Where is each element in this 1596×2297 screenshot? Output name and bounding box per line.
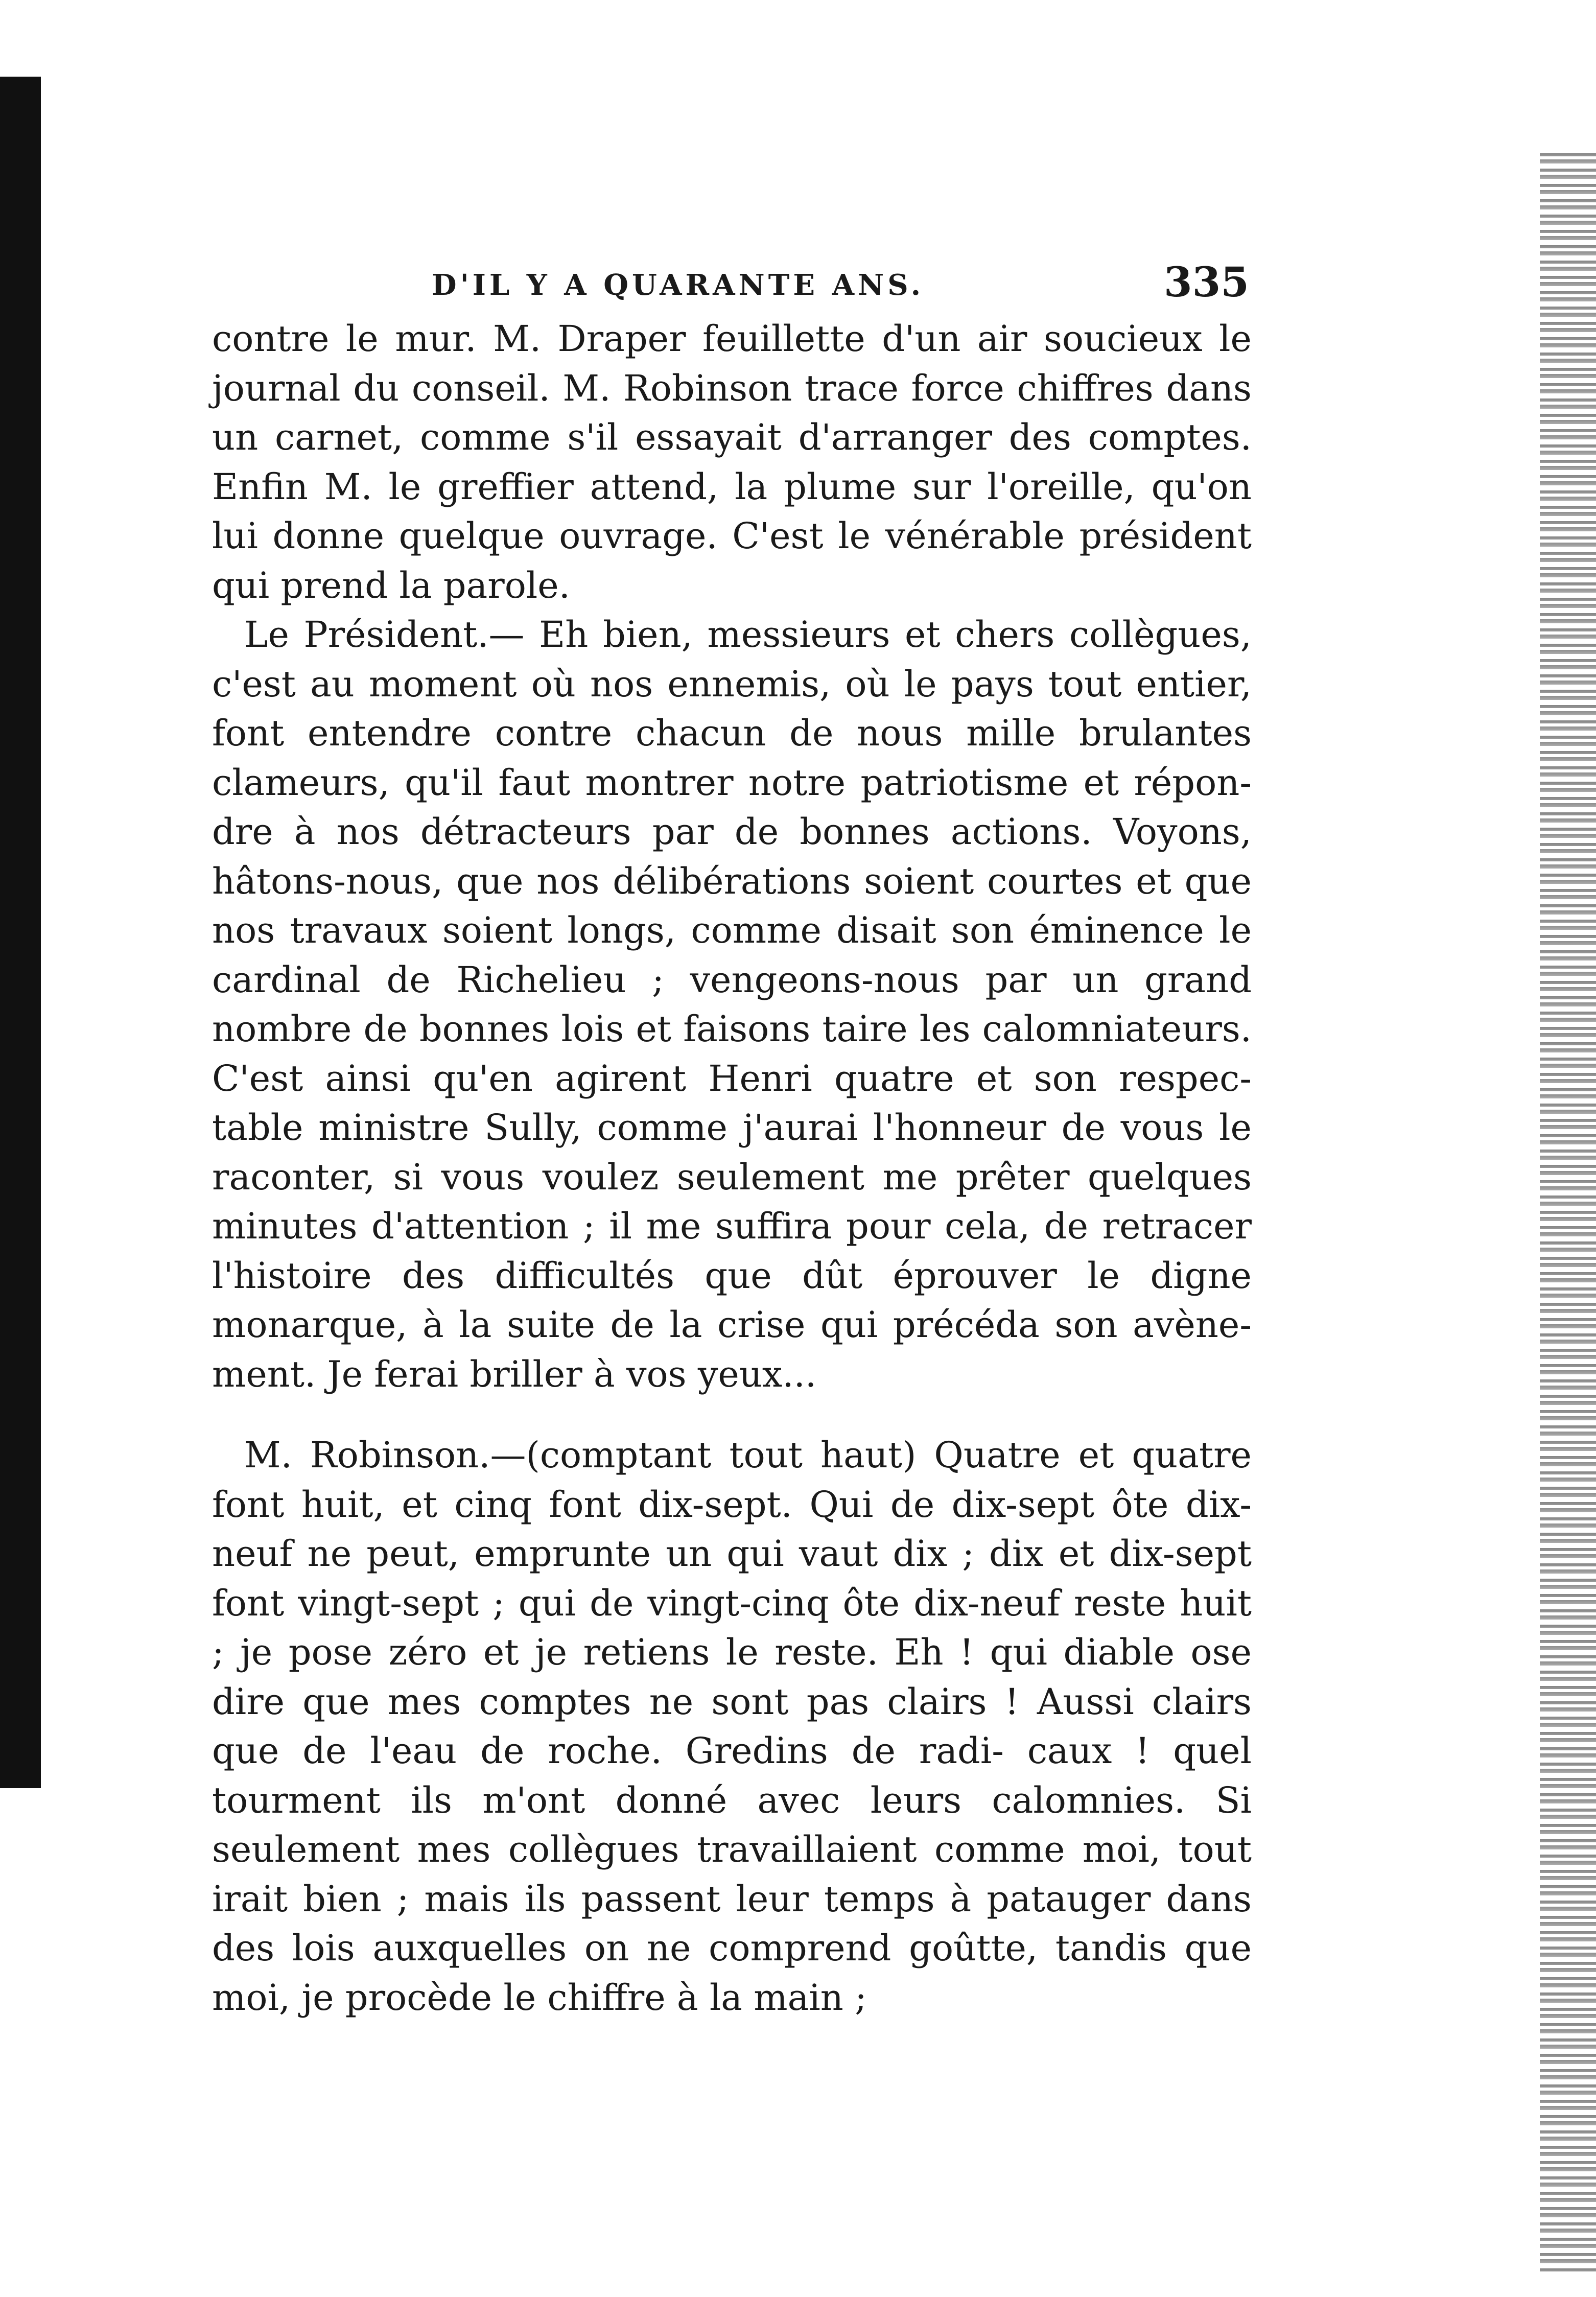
text-line: cardinal de Richelieu ; vengeons-nous par un grand	[212, 958, 1252, 1001]
text-line: font entendre contre chacun de nous mille brulantes	[212, 712, 1252, 754]
text-line: minutes d'attention ; il me suffira pour cela, de retracer	[212, 1205, 1252, 1247]
text-line: nos travaux soient longs, comme disait son éminence le	[212, 909, 1252, 951]
page-number: 335	[1164, 258, 1249, 306]
binding-edge-shadow	[0, 77, 41, 1788]
running-title: D'IL Y A QUARANTE ANS.	[432, 268, 925, 302]
text-line: reste huit ; je pose zéro et je retiens le reste. Eh !	[212, 1582, 1252, 1673]
text-body	[212, 314, 1252, 2022]
text-line: l'oreille, qu'on lui donne quelque ouvrage. C'est le	[212, 465, 1252, 557]
text-line: le journal du conseil. M. Robinson trace force chiffres	[212, 318, 1252, 409]
text-line: Aussi clairs que de l'eau de roche. Gredins de radi-	[212, 1680, 1252, 1772]
paragraph	[212, 314, 1252, 610]
text-line: quatre font huit, et cinq font dix-sept. Qui de dix-sept	[212, 1434, 1252, 1526]
running-head	[212, 258, 1252, 314]
text-line: Le Président.— Eh bien, messieurs et chers collègues,	[244, 614, 1252, 655]
paragraph	[212, 610, 1252, 1399]
text-line: contre le mur. M. Draper feuillette d'un air soucieux	[212, 318, 1203, 360]
text-line: dre à nos détracteurs par de bonnes actions. Voyons,	[212, 811, 1252, 853]
text-line: monarque, à la suite de la crise qui précéda son avène-	[212, 1304, 1252, 1346]
scan-edge-noise	[1540, 153, 1596, 2273]
book-page	[212, 258, 1252, 2022]
text-line: ôte dix-neuf ne peut, emprunte un qui vaut dix ; dix et	[212, 1483, 1252, 1575]
text-line: M. Robinson.—(comptant tout haut) Quatre et	[244, 1434, 1114, 1476]
text-line: calomnies. Si seulement mes collègues travaillaient	[212, 1779, 1252, 1870]
text-line: caux ! quel tourment ils m'ont donné avec leurs	[212, 1730, 1252, 1821]
text-line: clameurs, qu'il faut montrer notre patriotisme et répon-	[212, 761, 1252, 804]
text-line: vénérable président qui prend la parole.	[212, 515, 1252, 606]
text-line: goûtte, tandis que moi, je procède le chiffre à la main ;	[212, 1927, 1252, 2019]
text-line: C'est ainsi qu'en agirent Henri quatre et son respec-	[212, 1057, 1252, 1099]
text-line: comptes. Enfin M. le greffier attend, la plume sur	[212, 416, 1252, 508]
text-line: qui diable ose dire que mes comptes ne sont pas clairs !	[212, 1631, 1252, 1723]
text-line: table ministre Sully, comme j'aurai l'honneur de vous	[212, 1107, 1204, 1148]
text-line: l'histoire des difficultés que dût éprouver le digne	[212, 1254, 1252, 1297]
text-line: ment. Je ferai briller à vos yeux...	[212, 1353, 817, 1395]
paragraph	[212, 1431, 1252, 2022]
text-line: nombre de bonnes lois et faisons taire les calomniateurs.	[212, 1008, 1252, 1050]
text-line: dix-sept font vingt-sept ; qui de vingt-cinq ôte dix-neuf	[212, 1533, 1252, 1624]
text-line: hâtons-nous, que nos délibérations soient courtes et que	[212, 860, 1252, 902]
text-line: comme moi, tout irait bien ; mais ils passent leur temps	[212, 1829, 1252, 1920]
text-line: c'est au moment où nos ennemis, où le pays tout entier,	[212, 663, 1252, 705]
text-line: à patauger dans des lois auxquelles on ne comprend	[212, 1878, 1252, 1969]
text-line: le raconter, si vous voulez seulement me prêter quelques	[212, 1107, 1252, 1198]
text-line: dans un carnet, comme s'il essayait d'arranger des	[212, 367, 1252, 458]
